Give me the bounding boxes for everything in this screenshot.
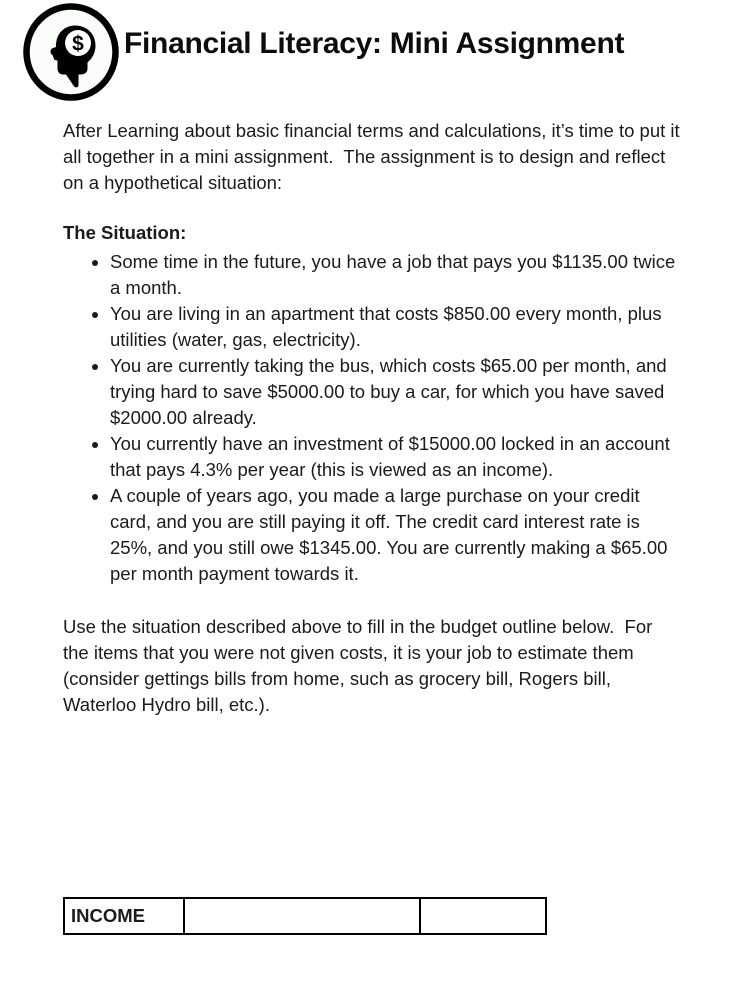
income-label-cell[interactable]: INCOME (64, 898, 184, 934)
situation-bullet-bus-car: • You are currently taking the bus, which costs $65.00 per month, and trying hard to save $5000.00 to buy a car, for which you have saved $2000.00 already. (110, 353, 683, 431)
dollar-symbol: $ (72, 32, 84, 56)
situation-bullet-job: • Some time in the future, you have a job that pays you $1135.00 twice a month. (110, 249, 683, 301)
document-body (0, 118, 741, 935)
head-dollar-logo-icon (21, 3, 121, 101)
situation-bullet-apartment: • You are living in an apartment that costs $850.00 every month, plus utilities (water, gas, electricity). (110, 301, 683, 353)
budget-outline-table (63, 897, 547, 935)
income-description-cell[interactable] (184, 898, 420, 934)
situation-bullet-credit-card: • A couple of years ago, you made a large purchase on your credit card, and you are still paying it off. The credit card interest rate is 25%, and you still owe $1345.00. You are currently making a $65.00 per month payment towards it. (110, 483, 683, 587)
document-header (0, 0, 741, 104)
instructions-paragraph: Use the situation described above to fill in the budget outline below. For the items that you were not given costs, it is your job to estimate them (consider gettings bills from home, such as grocery bill, Rogers bill, Waterloo Hydro bill, etc.). (63, 616, 658, 715)
table-row-income (64, 898, 546, 934)
situation-bullet-investment: • You currently have an investment of $15000.00 locked in an account that pays 4.3% per year (this is viewed as an income). (110, 431, 683, 483)
income-amount-cell[interactable] (420, 898, 546, 934)
situation-heading: The Situation: (63, 222, 187, 243)
situation-bullet-list (63, 249, 683, 587)
intro-paragraph: After Learning about basic financial terms and calculations, it’s time to put it all together in a mini assignment. The assignment is to design and reflect on a hypothetical situation: (63, 120, 685, 193)
page-title: Financial Literacy: Mini Assignment (124, 27, 625, 60)
